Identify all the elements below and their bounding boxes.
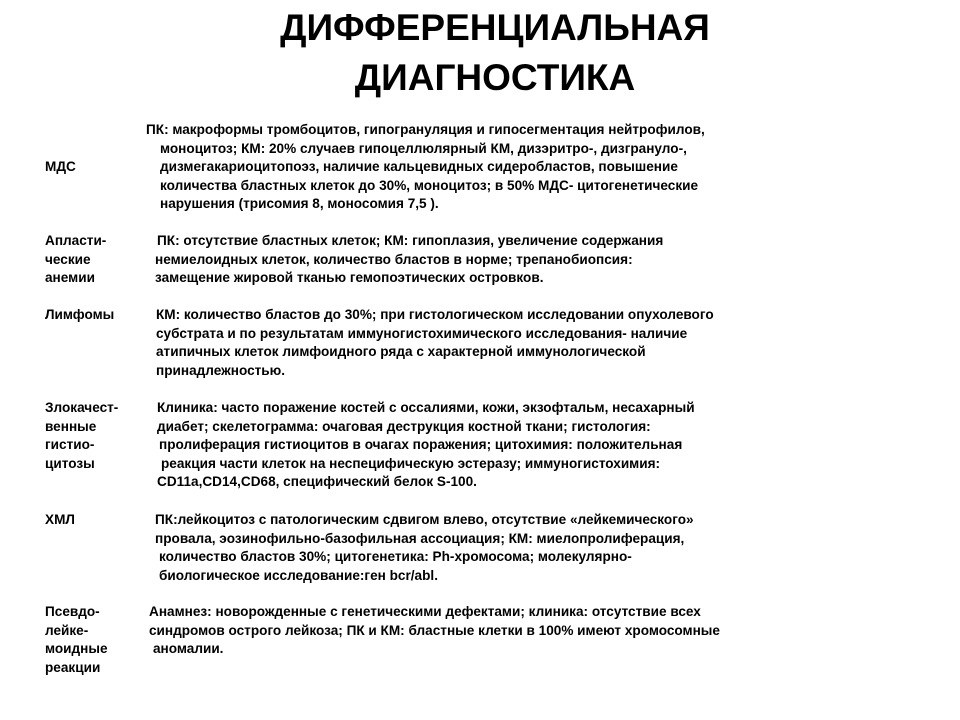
text-line: субстрата и по результатам иммуногистохимического исследования- наличие — [156, 325, 688, 341]
label-line: венные — [45, 418, 97, 434]
section-text-lymphoma — [156, 306, 714, 380]
label-line: ческие — [45, 251, 91, 267]
section-text-pseudoleukemoid — [149, 603, 720, 659]
text-line: замещение жировой тканью гемопоэтических островков. — [155, 270, 544, 285]
text-line: синдромов острого лейкоза; ПК и КМ: бластные клетки в 100% имеют хромосомные — [149, 622, 720, 638]
text-line: немиелоидных клеток, количество бластов в норме; трепанобиопсия: — [155, 251, 633, 267]
label-line: Лимфомы — [45, 307, 115, 322]
label-line: моидные — [45, 641, 108, 656]
label-line: анемии — [45, 270, 95, 285]
page-title — [0, 0, 960, 106]
text-line: количества бластных клеток до 30%, моноцитоз; в 50% МДС- цитогенетические — [160, 177, 699, 193]
text-line: дизмегакариоцитопоэз, наличие кальцевидных сидеробластов, повышение — [160, 159, 678, 174]
label-line: лейке- — [45, 622, 89, 638]
label-line: МДС — [45, 159, 76, 174]
text-line: моноцитоз; КМ: 20% случаев гипоцеллюлярный КМ, дизэритро-, дизгрануло-, — [160, 140, 687, 156]
label-line: ХМЛ — [45, 512, 75, 527]
label-line: гистио- — [45, 437, 95, 452]
text-line: реакция части клеток на неспецифическую эстеразу; иммуногистохимия: — [161, 455, 661, 471]
text-line: аномалии. — [153, 641, 224, 656]
section-label-histiocytosis — [45, 399, 118, 473]
section-label-mds — [45, 158, 76, 177]
section-text-aplastic-anemia — [155, 232, 663, 288]
text-line: Клиника: часто поражение костей с оссалиями, кожи, экзофтальм, несахарный — [157, 400, 695, 415]
text-line: принадлежностью. — [156, 362, 286, 378]
text-line: CD11a,CD14,CD68, специфический белок S-100. — [157, 474, 477, 489]
label-line: Апласти- — [45, 233, 107, 248]
label-line: Псевдо- — [45, 604, 100, 619]
text-line: ПК: отсутствие бластных клеток; КМ: гипоплазия, увеличение содержания — [157, 233, 664, 248]
text-line: пролиферация гистиоцитов в очагах поражения; цитохимия: положительная — [159, 437, 683, 452]
text-line: атипичных клеток лимфоидного ряда с характерной иммунологической — [156, 344, 646, 359]
text-line: ПК: макроформы тромбоцитов, гипогрануляция и гипосегментация нейтрофилов, — [146, 122, 705, 137]
title-line-2: ДИАГНОСТИКА — [354, 57, 636, 98]
text-line: количество бластов 30%; цитогенетика: Ph-хромосома; молекулярно- — [159, 549, 632, 564]
section-text-cml — [155, 511, 694, 585]
section-text-mds — [146, 121, 705, 214]
title-line-1: ДИФФЕРЕНЦИАЛЬНАЯ — [280, 7, 710, 48]
label-line: реакции — [45, 659, 101, 675]
text-line: биологическое исследование:ген bcr/abl. — [159, 567, 438, 583]
label-line: цитозы — [45, 455, 95, 471]
section-label-lymphoma — [45, 306, 114, 325]
section-label-cml — [45, 511, 75, 530]
text-line: Анамнез: новорожденные с генетическими дефектами; клиника: отсутствие всех — [149, 604, 701, 619]
text-line: КМ: количество бластов до 30%; при гистологическом исследовании опухолевого — [156, 307, 714, 322]
label-line: Злокачест- — [45, 400, 119, 415]
text-line: провала, эозинофильно-базофильная ассоциация; КМ: миелопролиферация, — [155, 530, 685, 546]
section-label-aplastic-anemia — [45, 232, 106, 288]
text-line: диабет; скелетограмма: очаговая деструкция костной ткани; гистология: — [157, 418, 651, 434]
text-line: нарушения (трисомия 8, моносомия 7,5 ). — [160, 196, 439, 211]
text-line: ПК:лейкоцитоз с патологическим сдвигом влево, отсутствие «лейкемического» — [155, 512, 694, 527]
section-text-histiocytosis — [157, 399, 695, 492]
section-label-pseudoleukemoid — [45, 603, 108, 677]
